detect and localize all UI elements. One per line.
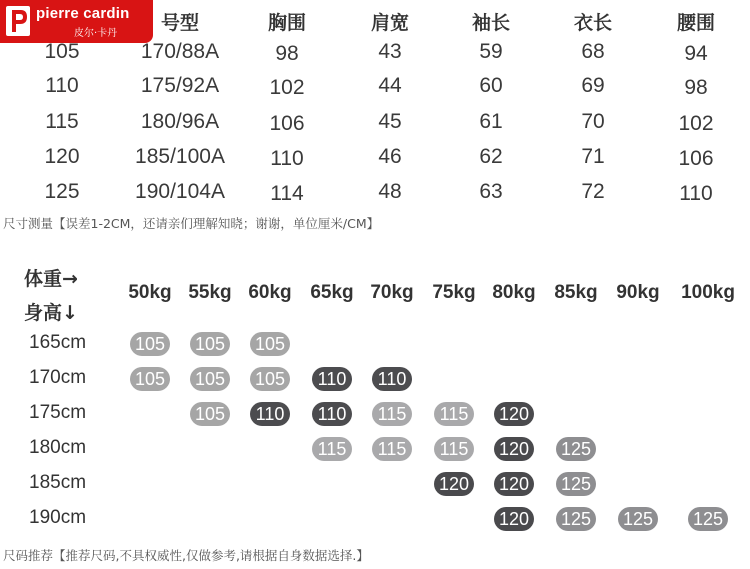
size-pill: 115: [434, 437, 474, 461]
table-cell-length: 72: [581, 180, 605, 203]
height-axis-label: 身高↓: [24, 302, 78, 324]
size-pill: 120: [494, 437, 534, 461]
size-pill: 110: [312, 367, 352, 391]
table-cell-length: 71: [581, 145, 605, 168]
size-pill: 105: [250, 367, 290, 391]
size-pill: 125: [618, 507, 658, 531]
table-cell-chest: 106: [269, 112, 305, 135]
table-cell-shoulder: 46: [378, 145, 402, 168]
table-cell-sleeve: 59: [479, 40, 503, 63]
recommendation-note: 尺码推荐【推荐尺码,不具权威性,仅做参考,请根据自身数据选择.】: [3, 548, 369, 563]
table-cell-sleeve: 60: [479, 74, 503, 97]
table-cell-chest: 110: [270, 147, 304, 170]
header-shoulder: 肩宽: [370, 12, 410, 34]
table-cell-size: 115: [45, 110, 79, 133]
weight-label: 50kg: [128, 282, 172, 303]
table-cell-shoulder: 45: [378, 110, 402, 133]
size-pill: 115: [372, 402, 412, 426]
table-cell-shoulder: 44: [378, 74, 402, 97]
table-cell-sleeve: 63: [479, 180, 503, 203]
size-pill: 105: [190, 332, 230, 356]
table-cell-waist: 98: [684, 76, 708, 99]
size-pill: 105: [190, 367, 230, 391]
brand-subtitle: 皮尔·卡丹: [74, 28, 118, 39]
size-pill: 120: [434, 472, 474, 496]
table-cell-chest: 98: [275, 42, 299, 65]
size-pill: 125: [556, 437, 596, 461]
weight-label: 85kg: [554, 282, 598, 303]
table-cell-shoulder: 48: [378, 180, 402, 203]
table-cell-chest: 114: [270, 182, 304, 205]
size-pill: 110: [312, 402, 352, 426]
table-cell-waist: 94: [684, 42, 708, 65]
size-pill: 120: [494, 472, 534, 496]
height-label: 165cm: [29, 332, 87, 353]
table-cell-chest: 102: [269, 76, 305, 99]
size-pill: 125: [556, 507, 596, 531]
size-pill: 110: [250, 402, 290, 426]
table-cell-length: 69: [581, 74, 605, 97]
weight-label: 60kg: [248, 282, 292, 303]
height-label: 190cm: [29, 507, 87, 528]
table-cell-size: 120: [44, 145, 80, 168]
height-label: 175cm: [29, 402, 87, 423]
table-cell-size: 110: [45, 74, 79, 97]
table-cell-waist: 102: [678, 112, 714, 135]
size-pill: 105: [130, 367, 170, 391]
size-pill: 105: [250, 332, 290, 356]
table-cell-waist: 110: [679, 182, 713, 205]
size-chart-table: [0, 0, 750, 215]
weight-label: 70kg: [370, 282, 414, 303]
table-cell-model: 175/92A: [140, 74, 220, 97]
weight-height-corner-label: [24, 262, 78, 330]
height-label: 180cm: [29, 437, 87, 458]
size-pill: 115: [312, 437, 352, 461]
weight-label: 90kg: [616, 282, 660, 303]
brand-name: pierre cardin: [36, 5, 130, 22]
size-pill: 120: [494, 507, 534, 531]
table-cell-length: 70: [581, 110, 605, 133]
size-pill: 125: [556, 472, 596, 496]
header-model: 号型: [160, 12, 200, 34]
weight-label: 100kg: [681, 282, 735, 303]
weight-label: 55kg: [188, 282, 232, 303]
weight-label: 65kg: [310, 282, 354, 303]
header-length: 衣长: [573, 12, 613, 34]
height-label: 185cm: [29, 472, 87, 493]
size-pill: 120: [494, 402, 534, 426]
table-cell-model: 190/104A: [135, 180, 225, 203]
table-cell-sleeve: 61: [479, 110, 503, 133]
header-chest: 胸围: [267, 12, 307, 34]
measurement-note: 尺寸测量【误差1-2CM，还请亲们理解知晓；谢谢，单位厘米/CM】: [3, 216, 380, 231]
table-cell-model: 170/88A: [140, 40, 220, 63]
table-cell-shoulder: 43: [378, 40, 402, 63]
size-pill: 125: [688, 507, 728, 531]
size-pill: 105: [130, 332, 170, 356]
size-pill: 110: [372, 367, 412, 391]
header-waist: 腰围: [676, 12, 716, 34]
height-label: 170cm: [29, 367, 87, 388]
header-sleeve: 袖长: [471, 12, 511, 34]
weight-label: 80kg: [492, 282, 536, 303]
table-cell-model: 180/96A: [140, 110, 220, 133]
size-pill: 115: [434, 402, 474, 426]
weight-axis-label: 体重→: [24, 268, 78, 290]
table-cell-model: 185/100A: [135, 145, 225, 168]
weight-label: 75kg: [432, 282, 476, 303]
table-cell-waist: 106: [678, 147, 714, 170]
size-pill: 115: [372, 437, 412, 461]
table-cell-size: 125: [44, 180, 80, 203]
size-pill: 105: [190, 402, 230, 426]
table-cell-sleeve: 62: [479, 145, 503, 168]
table-cell-length: 68: [581, 40, 605, 63]
table-cell-size: 105: [44, 40, 80, 63]
